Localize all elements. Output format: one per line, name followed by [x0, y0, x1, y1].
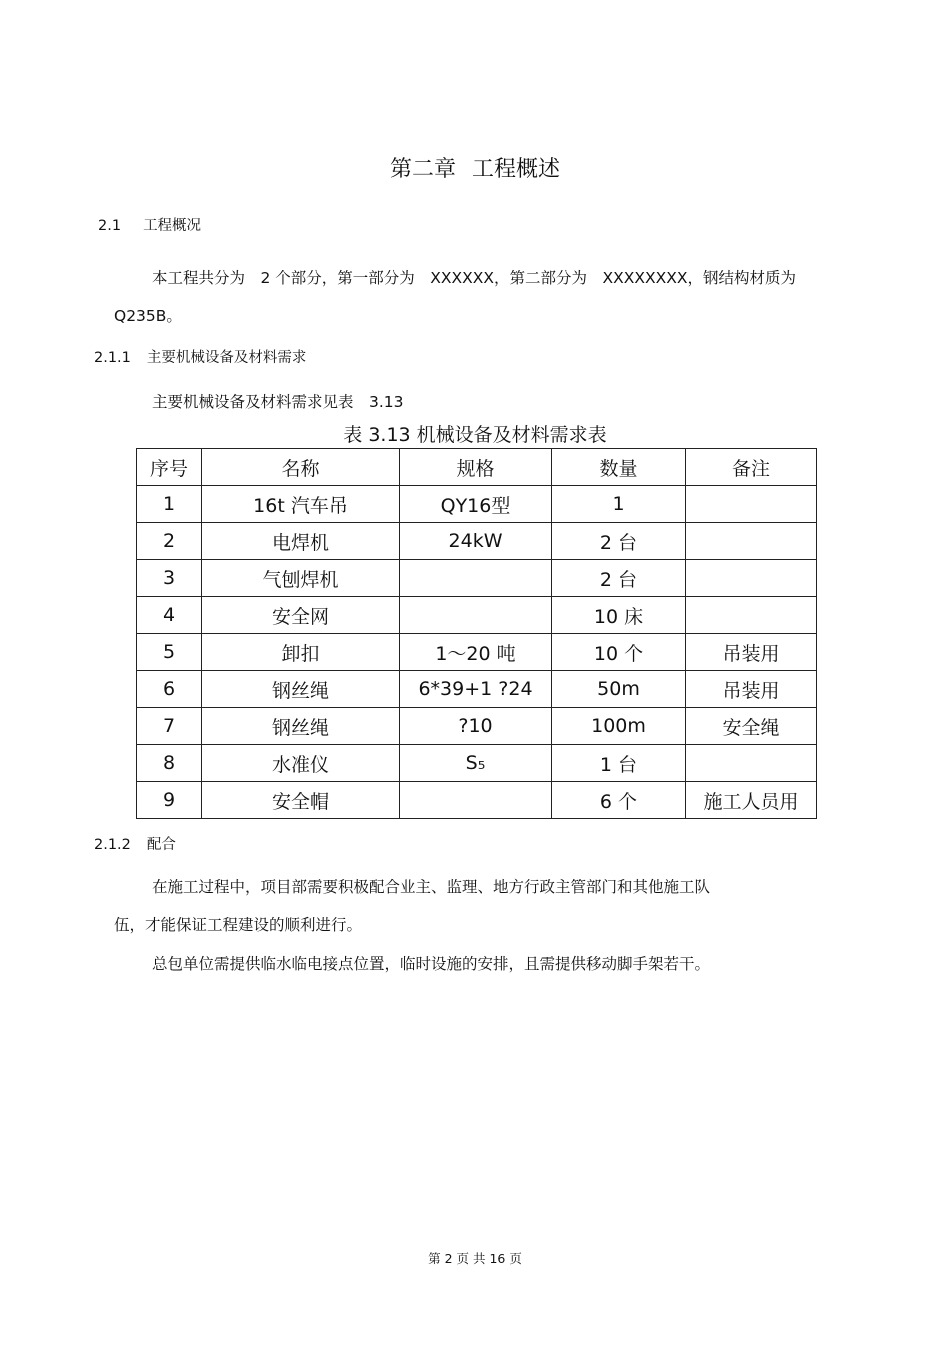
- chapter-number: 第二章: [389, 157, 456, 182]
- table-cell: [400, 597, 552, 634]
- section-2-1-2-heading: [94, 833, 176, 854]
- table-cell: 吊装用: [686, 634, 817, 671]
- table-header-row: [137, 449, 817, 486]
- table-cell: 施工人员用: [686, 782, 817, 819]
- overview-paragraph-line1: 本工程共分为 2 个部分，第一部分为 XXXXXX，第二部分为 XXXXXXXX，钢结构材质为: [152, 269, 796, 287]
- header-cell: 序号: [137, 449, 202, 486]
- table-cell: 安全绳: [686, 708, 817, 745]
- table-cell: QY16型: [400, 486, 552, 523]
- table-cell: 水准仪: [202, 745, 400, 782]
- table-row: [137, 782, 817, 819]
- table-cell: 4: [137, 597, 202, 634]
- table-cell: 电焊机: [202, 523, 400, 560]
- table-cell: 卸扣: [202, 634, 400, 671]
- table-cell: [686, 597, 817, 634]
- table-row: [137, 745, 817, 782]
- table-cell: 7: [137, 708, 202, 745]
- table-cell: 6*39+1 ?24: [400, 671, 552, 708]
- table-cell: 5: [137, 634, 202, 671]
- section-title: 配合: [146, 837, 176, 853]
- table-cell: 安全帽: [202, 782, 400, 819]
- table-cell: 气刨焊机: [202, 560, 400, 597]
- table-caption: 表 3.13 机械设备及材料需求表: [343, 424, 607, 446]
- section-title: 工程概况: [143, 218, 202, 234]
- section-number: 2.1.2: [94, 837, 131, 853]
- table-cell: [686, 560, 817, 597]
- cooperation-paragraph-line3: 总包单位需提供临水临电接点位置，临时设施的安排，且需提供移动脚手架若干。: [152, 955, 711, 973]
- table-cell: [400, 560, 552, 597]
- chapter-name: 工程概述: [472, 157, 561, 182]
- table-cell: 50m: [552, 671, 686, 708]
- header-cell: 数量: [552, 449, 686, 486]
- table-cell: S₅: [400, 745, 552, 782]
- table-cell: 1～20 吨: [400, 634, 552, 671]
- table-row: [137, 560, 817, 597]
- table-cell: 钢丝绳: [202, 708, 400, 745]
- table-row: [137, 671, 817, 708]
- table-cell: 100m: [552, 708, 686, 745]
- table-cell: [686, 745, 817, 782]
- table-cell: 钢丝绳: [202, 671, 400, 708]
- table-cell: 2 台: [552, 523, 686, 560]
- table-cell: [400, 782, 552, 819]
- table-cell: 9: [137, 782, 202, 819]
- table-cell: 1: [552, 486, 686, 523]
- table-cell: [686, 486, 817, 523]
- table-cell: 8: [137, 745, 202, 782]
- table-cell: 16t 汽车吊: [202, 486, 400, 523]
- chapter-title: [0, 152, 950, 183]
- section-number: 2.1: [98, 218, 122, 234]
- header-cell: 备注: [686, 449, 817, 486]
- table-cell: 10 床: [552, 597, 686, 634]
- table-cell: 3: [137, 560, 202, 597]
- overview-paragraph-line2: Q235B。: [114, 307, 182, 325]
- table-cell: 6: [137, 671, 202, 708]
- table-cell: [686, 523, 817, 560]
- table-cell: 10 个: [552, 634, 686, 671]
- table-row: [137, 634, 817, 671]
- table-row: [137, 486, 817, 523]
- table-row: [137, 597, 817, 634]
- cooperation-paragraph-line2: 伍，才能保证工程建设的顺利进行。: [114, 916, 363, 934]
- table-cell: 安全网: [202, 597, 400, 634]
- equipment-table: [136, 448, 817, 819]
- section-number: 2.1.1: [94, 350, 131, 366]
- table-cell: 6 个: [552, 782, 686, 819]
- table-cell: 1 台: [552, 745, 686, 782]
- header-cell: 名称: [202, 449, 400, 486]
- table-cell: 吊装用: [686, 671, 817, 708]
- table-cell: 24kW: [400, 523, 552, 560]
- table-cell: 1: [137, 486, 202, 523]
- section-title: 主要机械设备及材料需求: [146, 350, 307, 366]
- table-cell: 2 台: [552, 560, 686, 597]
- table-cell: ?10: [400, 708, 552, 745]
- header-cell: 规格: [400, 449, 552, 486]
- table-row: [137, 708, 817, 745]
- page-footer: 第 2 页 共 16 页: [428, 1251, 522, 1266]
- cooperation-paragraph-line1: 在施工过程中，项目部需要积极配合业主、监理、地方行政主管部门和其他施工队: [152, 878, 711, 896]
- section-2-1-1-heading: [94, 346, 306, 367]
- table-cell: 2: [137, 523, 202, 560]
- section-2-1-heading: [98, 214, 201, 235]
- equipment-reference-text: 主要机械设备及材料需求见表 3.13: [152, 393, 404, 411]
- table-row: [137, 523, 817, 560]
